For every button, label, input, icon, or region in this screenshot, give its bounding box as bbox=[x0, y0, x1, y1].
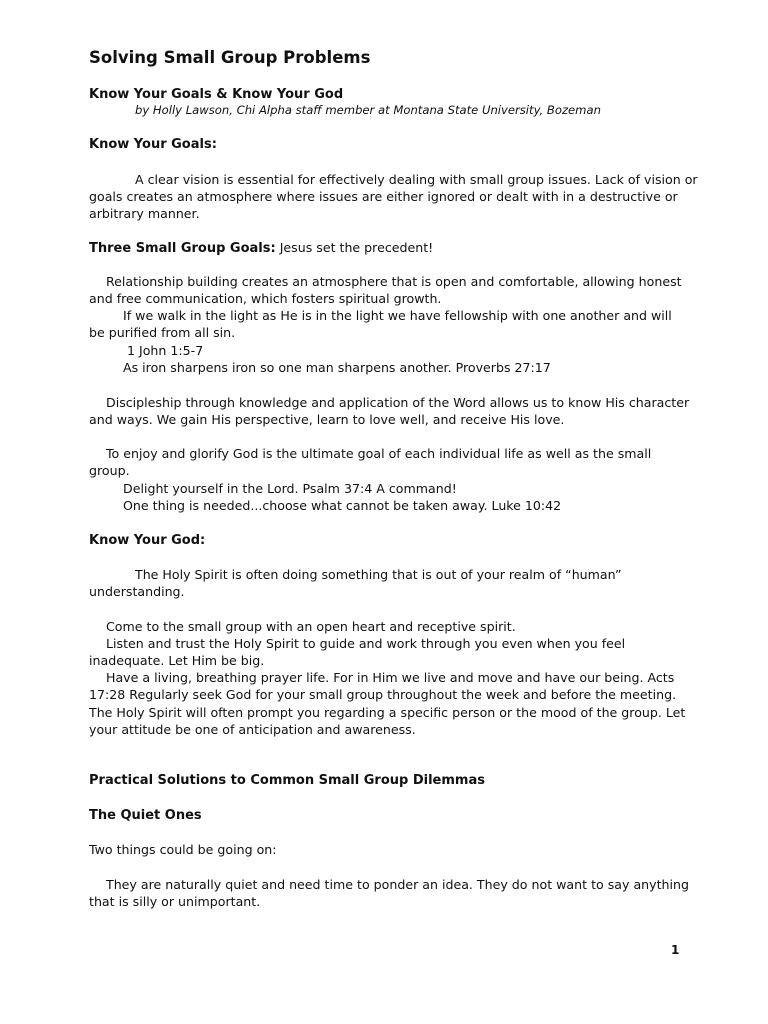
paragraph-line: Discipleship through knowledge and application of the Word allows us to know His character bbox=[106, 395, 690, 410]
paragraph-line: The Holy Spirit is often doing something that is out of your realm of “human” bbox=[135, 567, 622, 582]
paragraph-line: The Holy Spirit will often prompt you regarding a specific person or the mood of the group. Let bbox=[89, 705, 686, 720]
paragraph-line: Have a living, breathing prayer life. For in Him we live and move and have our being. Acts bbox=[106, 670, 675, 685]
paragraph-line: understanding. bbox=[89, 584, 185, 599]
heading-know-your-goals: Know Your Goals: bbox=[89, 137, 217, 152]
heading-practical-solutions: Practical Solutions to Common Small Group Dilemmas bbox=[89, 773, 485, 788]
paragraph-line: be purified from all sin. bbox=[89, 325, 236, 340]
paragraph-line: If we walk in the light as He is in the light we have fellowship with one another and will bbox=[123, 308, 672, 323]
paragraph-line: your attitude be one of anticipation and awareness. bbox=[89, 722, 416, 737]
paragraph-line: Two things could be going on: bbox=[89, 842, 277, 857]
subtitle: Know Your Goals & Know Your God bbox=[89, 87, 344, 102]
heading-quiet-ones: The Quiet Ones bbox=[89, 808, 202, 823]
paragraph-line: Relationship building creates an atmosphere that is open and comfortable, allowing honest bbox=[106, 274, 682, 289]
paragraph-line: Come to the small group with an open heart and receptive spirit. bbox=[106, 619, 516, 634]
paragraph-line: As iron sharpens iron so one man sharpens another. Proverbs 27:17 bbox=[123, 360, 551, 375]
paragraph-line: and free communication, which fosters spiritual growth. bbox=[89, 291, 442, 306]
paragraph-line: and ways. We gain His perspective, learn to love well, and receive His love. bbox=[89, 412, 565, 427]
paragraph-line: They are naturally quiet and need time to ponder an idea. They do not want to say anything bbox=[106, 877, 690, 892]
paragraph-line: goals creates an atmosphere where issues are either ignored or dealt with in a destructive or bbox=[89, 189, 678, 204]
paragraph-line: Delight yourself in the Lord. Psalm 37:4 A command! bbox=[123, 481, 457, 496]
heading-three-goals: Three Small Group Goals: bbox=[89, 241, 276, 256]
heading-know-your-god: Know Your God: bbox=[89, 533, 206, 548]
scripture-reference: 1 John 1:5-7 bbox=[127, 343, 204, 358]
paragraph-line: arbitrary manner. bbox=[89, 206, 200, 221]
paragraph-line: A clear vision is essential for effectively dealing with small group issues. Lack of vision or bbox=[135, 172, 698, 187]
page-number: 1 bbox=[671, 943, 680, 957]
heading-three-goals-note: Jesus set the precedent! bbox=[275, 240, 434, 255]
paragraph-line: inadequate. Let Him be big. bbox=[89, 653, 265, 668]
paragraph-line: One thing is needed...choose what cannot be taken away. Luke 10:42 bbox=[123, 498, 562, 513]
byline: by Holly Lawson, Chi Alpha staff member at Montana State University, Bozeman bbox=[135, 103, 601, 117]
paragraph-line: group. bbox=[89, 463, 130, 478]
document-title: Solving Small Group Problems bbox=[89, 48, 371, 67]
heading-three-goals-line bbox=[89, 239, 433, 258]
paragraph-line: To enjoy and glorify God is the ultimate goal of each individual life as well as the small bbox=[106, 446, 652, 461]
paragraph-line: that is silly or unimportant. bbox=[89, 894, 261, 909]
paragraph-line: Listen and trust the Holy Spirit to guide and work through you even when you feel bbox=[106, 636, 626, 651]
paragraph-line: 17:28 Regularly seek God for your small group throughout the week and before the meeting. bbox=[89, 687, 677, 702]
